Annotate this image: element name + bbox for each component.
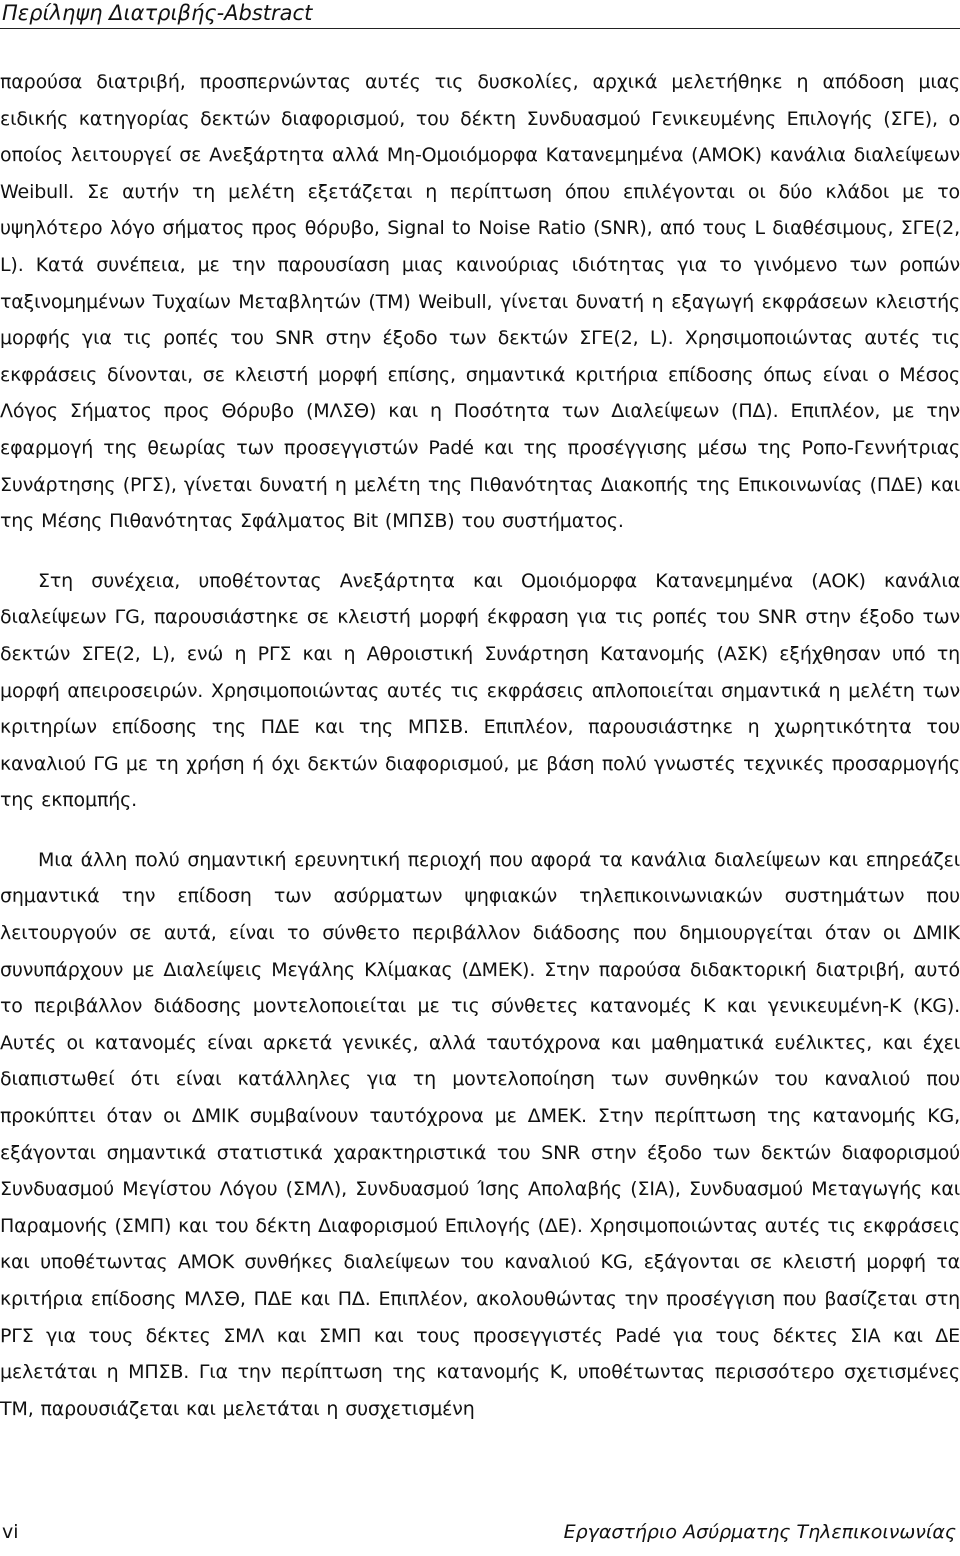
- paragraph-3: Μια άλλη πολύ σημαντική ερευνητική περιοχή που αφορά τα κανάλια διαλείψεων και επηρεάζει σημαντικά την επίδοση των ασύρματων ψηφιακών τηλεπικοινωνιακών συστημάτων που λειτουργούν σε αυτά, είναι το σύνθετο περιβάλλον διάδοσης που δημιουργείται όταν οι ΔΜΙΚ συνυπάρχουν με Διαλείψεις Μεγάλης Κλίμακας (ΔΜΕΚ). Στην παρούσα διδακτορική διατριβή, αυτό το περιβάλλον διάδοσης μοντελοποιείται με τις σύνθετες κατανομές K και γενικευμένη-K (KG). Αυτές οι κατανομές είναι αρκετά γενικές, αλλά ταυτόχρονα και μαθηματικά ευέλικτες, και έχει διαπιστωθεί ότι είναι κατάλληλες για τη μοντελοποίηση των συνθηκών του καναλιού που προκύπτει όταν οι ΔΜΙΚ συμβαίνουν ταυτόχρονα με ΔΜΕΚ. Στην περίπτωση της κατανομής KG, εξάγονται σημαντικά στατιστικά χαρακτηριστικά του SNR στην έξοδο των δεκτών διαφορισμού Συνδυασμού Μεγίστου Λόγου (ΣΜΛ), Συνδυασμού Ίσης Απολαβής (ΣΙΑ), Συνδυασμού Μεταγωγής και Παραμονής (ΣΜΠ) και του δέκτη Διαφορισμού Επιλογής (ΔΕ). Χρησιμοποιώντας αυτές τις εκφράσεις και υποθέτωντας ΑΜΟΚ συνθήκες διαλείψεων του καναλιού KG, εξάγονται σε κλειστή μορφή τα κριτήρια επίδοσης ΜΛΣΘ, ΠΔΕ και ΠΔ. Επιπλέον, ακολουθώντας την προσέγγιση που βασίζεται στη ΡΓΣ για τους δέκτες ΣΜΛ και ΣΜΠ και τους προσεγγιστές Padé για τους δέκτες ΣΙΑ και ΔΕ μελετάται η ΜΠΣΒ. Για την περίπτωση της κατανομής K, υποθέτωντας περισσότερο σχετισμένες ΤΜ, παρουσιάζεται και μελετάται η συσχετισμένη: [0, 848, 960, 1420]
- body-text: [0, 64, 960, 1427]
- footer-lab-name: Εργαστήριο Ασύρματης Τηλεπικοινωνίας: [563, 1521, 956, 1543]
- paragraph-2: Στη συνέχεια, υποθέτοντας Ανεξάρτητα και Ομοιόμορφα Κατανεμημένα (ΑΟΚ) κανάλια διαλείψεων ΓG, παρουσιάστηκε σε κλειστή μορφή έκφραση για τις ροπές του SNR στην έξοδο των δεκτών ΣΓΕ(2, L), ενώ η ΡΓΣ και η Αθροιστική Συνάρτηση Κατανομής (ΑΣΚ) εξήχθησαν υπό τη μορφή απειροσειρών. Χρησιμοποιώντας αυτές τις εκφράσεις απλοποιείται σημαντικά η μελέτη των κριτηρίων επίδοσης της ΠΔΕ και της ΜΠΣΒ. Επιπλέον, παρουσιάστηκε η χωρητικότητα του καναλιού ΓG με τη χρήση ή όχι δεκτών διαφορισμού, με βάση πολύ γνωστές τεχνικές προσαρμογής της εκπομπής.: [0, 569, 960, 812]
- page-number: vi: [2, 1521, 19, 1543]
- header-rule: [0, 28, 960, 29]
- paragraph-1: παρούσα διατριβή, προσπερνώντας αυτές τις δυσκολίες, αρχικά μελετήθηκε η απόδοση μιας ειδικής κατηγορίας δεκτών διαφορισμού, του δέκτη Συνδυασμού Γενικευμένης Επιλογής (ΣΓΕ), ο οποίος λειτουργεί σε Ανεξάρτητα αλλά Μη-Ομοιόμορφα Κατανεμημένα (ΑΜΟΚ) κανάλια διαλείψεων Weibull. Σε αυτήν τη μελέτη εξετάζεται η περίπτωση όπου επιλέγονται οι δύο κλάδοι με το υψηλότερο λόγο σήματος προς θόρυβο, Signal to Noise Ratio (SNR), από τους L διαθέσιμους, ΣΓΕ(2, L). Κατά συνέπεια, με την παρουσίαση μιας καινούριας ιδιότητας για το γινόμενο των ροπών ταξινομημένων Τυχαίων Μεταβλητών (ΤΜ) Weibull, γίνεται δυνατή η εξαγωγή εκφράσεων κλειστής μορφής για τις ροπές του SNR στην έξοδο των δεκτών ΣΓΕ(2, L). Χρησιμοποιώντας αυτές τις εκφράσεις δίνονται, σε κλειστή μορφή επίσης, σημαντικά κριτήρια επίδοσης όπως είναι ο Μέσος Λόγος Σήματος προς Θόρυβο (ΜΛΣΘ) και η Ποσότητα των Διαλείψεων (ΠΔ). Επιπλέον, με την εφαρμογή της θεωρίας των προσεγγιστών Padé και της προσέγγισης μέσω της Ροπο-Γεννήτριας Συνάρτησης (ΡΓΣ), γίνεται δυνατή η μελέτη της Πιθανότητας Διακοπής της Επικοινωνίας (ΠΔΕ) και της Μέσης Πιθανότητας Σφάλματος Bit (ΜΠΣΒ) του συστήματος.: [0, 71, 960, 533]
- running-header: Περίληψη Διατριβής-Abstract: [2, 1, 313, 25]
- page-footer: [0, 1521, 960, 1551]
